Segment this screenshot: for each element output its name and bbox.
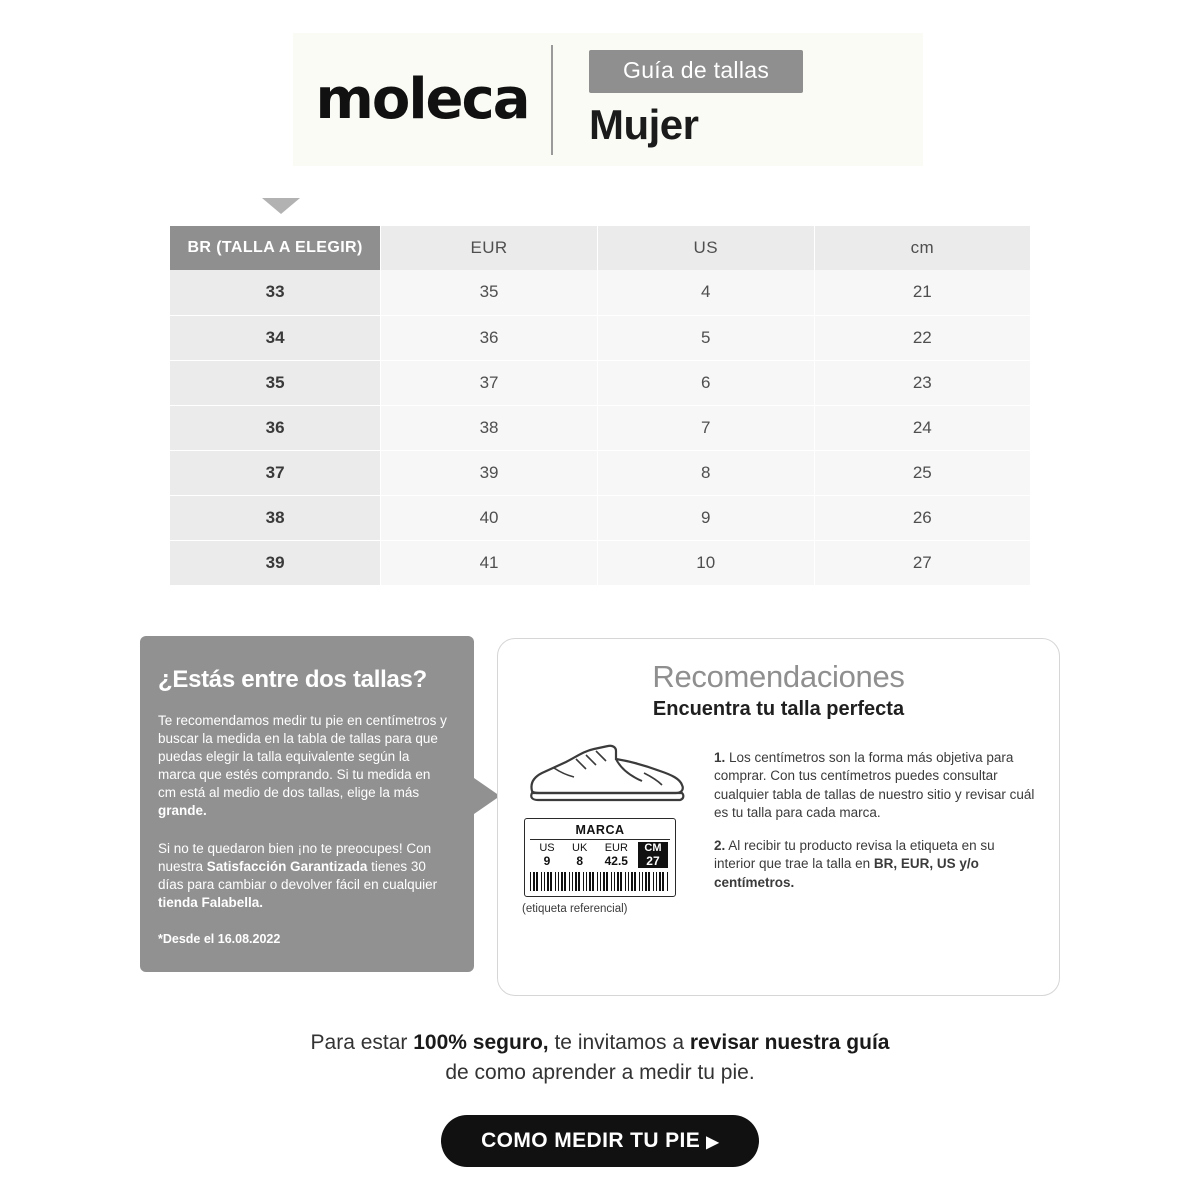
- table-header-cell-br: BR (TALLA A ELEGIR): [170, 226, 381, 270]
- item-2-text-a: Al recibir tu producto revisa la etiqueta en su interior que trae la talla en: [714, 837, 995, 872]
- footer-section: [0, 1028, 1200, 1167]
- table-header-cell-eur: EUR: [381, 226, 598, 270]
- cell-cm: 26: [814, 495, 1030, 540]
- table-row: [170, 360, 1030, 405]
- cell-eur: 37: [381, 360, 598, 405]
- barcode-icon: [530, 872, 670, 891]
- paragraph-2-emphasis-b: tienda Falabella.: [158, 894, 264, 910]
- header-banner: [293, 33, 923, 166]
- cell-us: 9: [597, 495, 814, 540]
- table-row: [170, 450, 1030, 495]
- paragraph-2-text-b: tienes 30 días para cambiar o devolver fácil en cualquier: [158, 858, 438, 892]
- label-value-row: [530, 854, 670, 868]
- table-row: [170, 540, 1030, 585]
- between-sizes-panel: [140, 636, 474, 972]
- label-caption: (etiqueta referencial): [522, 903, 628, 915]
- footer-line-2: de como aprender a medir tu pie.: [445, 1061, 755, 1085]
- brand-logo: moleca: [315, 67, 529, 132]
- cell-cm: 23: [814, 360, 1030, 405]
- recommendation-item-2: [714, 837, 1037, 892]
- shoe-label-illustration: [524, 818, 676, 897]
- between-sizes-paragraph-2: [158, 840, 448, 912]
- page-title: Mujer: [589, 101, 699, 148]
- recommendations-subtitle: Encuentra tu talla perfecta: [652, 698, 905, 720]
- cell-eur: 38: [381, 405, 598, 450]
- cell-us: 6: [597, 360, 814, 405]
- cell-eur: 39: [381, 450, 598, 495]
- label-header-row: [530, 842, 670, 854]
- cell-cm: 27: [814, 540, 1030, 585]
- recommendation-item-1: [714, 749, 1037, 823]
- item-2-number: 2.: [714, 837, 726, 853]
- footer-emphasis-b: revisar nuestra guía: [689, 1031, 890, 1054]
- label-header-uk: UK: [572, 842, 588, 854]
- label-value-uk: 8: [576, 854, 583, 868]
- label-header-cm: CM: [638, 842, 668, 854]
- cta-label: COMO MEDIR TU PIE: [481, 1128, 701, 1152]
- item-2-emphasis-a: BR, EUR, US: [873, 856, 956, 872]
- paragraph-2-emphasis-a: Satisfacción Garantizada: [206, 858, 368, 874]
- cell-br: 37: [170, 450, 381, 495]
- recommendations-title: Recomendaciones: [652, 659, 905, 694]
- footer-text-a: Para estar: [310, 1031, 414, 1054]
- between-sizes-paragraph-1: [158, 712, 448, 820]
- how-to-measure-button[interactable]: [441, 1115, 759, 1167]
- item-2-emphasis-b: y/o centímetros.: [714, 856, 979, 890]
- cell-br: 39: [170, 540, 381, 585]
- size-table: [170, 226, 1030, 586]
- cell-cm: 24: [814, 405, 1030, 450]
- caret-right-icon: ▶: [706, 1133, 719, 1151]
- recommendations-illustration-column: [520, 735, 700, 915]
- cell-us: 4: [597, 270, 814, 315]
- cell-br: 35: [170, 360, 381, 405]
- cell-br: 36: [170, 405, 381, 450]
- recommendations-card: [497, 638, 1060, 996]
- header-titles: [553, 50, 923, 149]
- label-header-us: US: [539, 842, 555, 854]
- cell-eur: 41: [381, 540, 598, 585]
- cell-eur: 36: [381, 315, 598, 360]
- label-value-cm: 27: [638, 854, 668, 868]
- between-sizes-note: *Desde el 16.08.2022: [158, 931, 281, 946]
- cell-us: 10: [597, 540, 814, 585]
- cell-cm: 25: [814, 450, 1030, 495]
- down-arrow-icon: [262, 198, 300, 214]
- table-header-cell-us: US: [597, 226, 814, 270]
- footer-text-b: te invitamos a: [548, 1031, 690, 1054]
- paragraph-1-text: Te recomendamos medir tu pie en centímetros y buscar la medida en la tabla de tallas para que puedas elegir la talla equivalente según la marca que estés comprando. Si tu medida en cm está al medio de dos tallas, elige la más: [158, 713, 447, 800]
- label-value-us: 9: [543, 854, 551, 868]
- size-table-container: [170, 226, 1030, 586]
- table-row: [170, 315, 1030, 360]
- cell-br: 38: [170, 495, 381, 540]
- between-sizes-title: ¿Estás entre dos tallas?: [158, 666, 427, 693]
- cell-br: 33: [170, 270, 381, 315]
- cell-us: 8: [597, 450, 814, 495]
- table-row: [170, 495, 1030, 540]
- item-1-number: 1.: [714, 750, 726, 765]
- table-row: [170, 405, 1030, 450]
- footer-line-1: [0, 1028, 1200, 1058]
- paragraph-1-emphasis: grande.: [158, 802, 207, 818]
- cell-us: 7: [597, 405, 814, 450]
- footer-emphasis-a: 100% seguro,: [413, 1031, 549, 1054]
- table-row: [170, 270, 1030, 315]
- table-header-cell-cm: cm: [814, 226, 1030, 270]
- item-1-text: Los centímetros son la forma más objetiva para comprar. Con tus centímetros puedes consultar cualquier tabla de tallas de nuestro sitio y revisar cuál es tu talla para cada marca.: [714, 750, 1035, 821]
- cell-eur: 40: [381, 495, 598, 540]
- paragraph-2-text-a: Si no te quedaron bien ¡no te preocupes! Con nuestra: [158, 840, 432, 874]
- label-value-eur: 42.5: [604, 854, 628, 868]
- cell-us: 5: [597, 315, 814, 360]
- recommendations-text-column: [700, 735, 1037, 915]
- label-header-eur: EUR: [604, 842, 628, 854]
- cell-cm: 22: [814, 315, 1030, 360]
- cell-cm: 21: [814, 270, 1030, 315]
- sneaker-icon: [524, 737, 694, 807]
- cell-br: 34: [170, 315, 381, 360]
- guide-label: Guía de tallas: [589, 50, 803, 93]
- label-brand: MARCA: [530, 823, 670, 840]
- cell-eur: 35: [381, 270, 598, 315]
- table-header-row: [170, 226, 1030, 270]
